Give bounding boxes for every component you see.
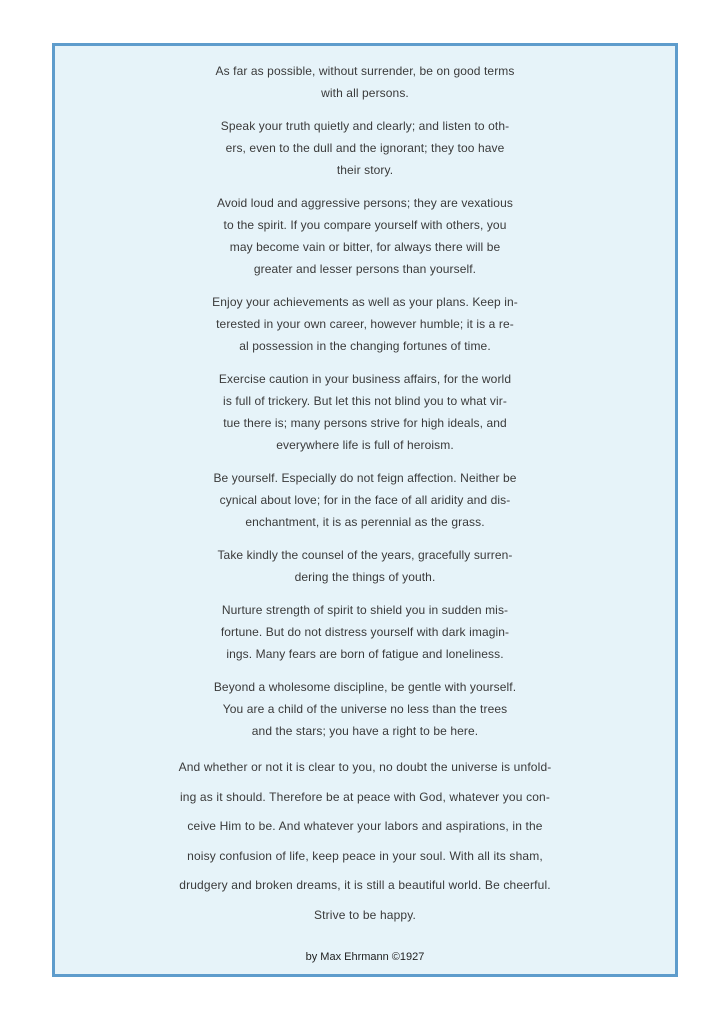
poem-final-paragraph xyxy=(55,753,675,930)
poem-paragraph xyxy=(55,60,675,104)
poem-line: cynical about love; for in the face of all aridity and dis- xyxy=(219,493,511,507)
poem-line: Avoid loud and aggressive persons; they are vexatious xyxy=(217,196,513,210)
poem-line: al possession in the changing fortunes of time. xyxy=(239,339,491,353)
poem-line: their story. xyxy=(336,163,394,177)
poem-line: drudgery and broken dreams, it is still a beautiful world. Be cheerful. xyxy=(179,878,551,892)
poem-paragraph xyxy=(55,467,675,533)
poem-paragraph xyxy=(55,368,675,456)
poem-line: is full of trickery. But let this not blind you to what vir- xyxy=(223,394,507,408)
poem-line: As far as possible, without surrender, be on good terms xyxy=(215,64,515,78)
poem-line: with all persons. xyxy=(321,86,409,100)
poem-paragraph xyxy=(55,291,675,357)
poem-line: You are a child of the universe no less than the trees xyxy=(222,702,508,716)
poem-line: Beyond a wholesome discipline, be gentle with yourself. xyxy=(213,680,517,694)
poem-line: ings. Many fears are born of fatigue and loneliness. xyxy=(226,647,504,661)
poem-line: to the spirit. If you compare yourself with others, you xyxy=(223,218,507,232)
poem-frame xyxy=(52,43,678,977)
poem-line: Exercise caution in your business affairs, for the world xyxy=(218,372,512,386)
poem-line: ers, even to the dull and the ignorant; they too have xyxy=(225,141,505,155)
poem-paragraph xyxy=(55,599,675,665)
poem-line: ceive Him to be. And whatever your labors and aspirations, in the xyxy=(187,819,543,833)
poem-line: fortune. But do not distress yourself with dark imagin- xyxy=(220,625,510,639)
poem-line: Take kindly the counsel of the years, gracefully surren- xyxy=(217,548,513,562)
poem-line: may become vain or bitter, for always there will be xyxy=(229,240,501,254)
author-credit: by Max Ehrmann ©1927 xyxy=(305,951,425,963)
poem-line: dering the things of youth. xyxy=(294,570,436,584)
poem-line: tue there is; many persons strive for high ideals, and xyxy=(223,416,507,430)
poem-line: Enjoy your achievements as well as your plans. Keep in- xyxy=(212,295,518,309)
poem-line: ing as it should. Therefore be at peace with God, whatever you con- xyxy=(179,789,551,804)
poem-line: and the stars; you have a right to be here. xyxy=(251,724,479,738)
poem-line: terested in your own career, however humble; it is a re- xyxy=(216,317,514,331)
poem-paragraph xyxy=(55,544,675,588)
poem-line: noisy confusion of life, keep peace in your soul. With all its sham, xyxy=(187,848,543,863)
poem-line: Strive to be happy. xyxy=(313,907,417,922)
poem-paragraph xyxy=(55,676,675,742)
poem-line: And whether or not it is clear to you, no doubt the universe is unfold- xyxy=(178,760,552,774)
poem-paragraph xyxy=(55,192,675,280)
poem-line: Be yourself. Especially do not feign affection. Neither be xyxy=(213,471,517,485)
poem-body xyxy=(55,60,675,930)
poem-line: enchantment, it is as perennial as the grass. xyxy=(245,515,485,529)
poem-line: Speak your truth quietly and clearly; and listen to oth- xyxy=(220,119,510,133)
poem-line: everywhere life is full of heroism. xyxy=(276,438,454,452)
poem-line: Nurture strength of spirit to shield you in sudden mis- xyxy=(221,603,509,617)
poem-line: greater and lesser persons than yourself. xyxy=(253,262,477,276)
poem-paragraph xyxy=(55,115,675,181)
